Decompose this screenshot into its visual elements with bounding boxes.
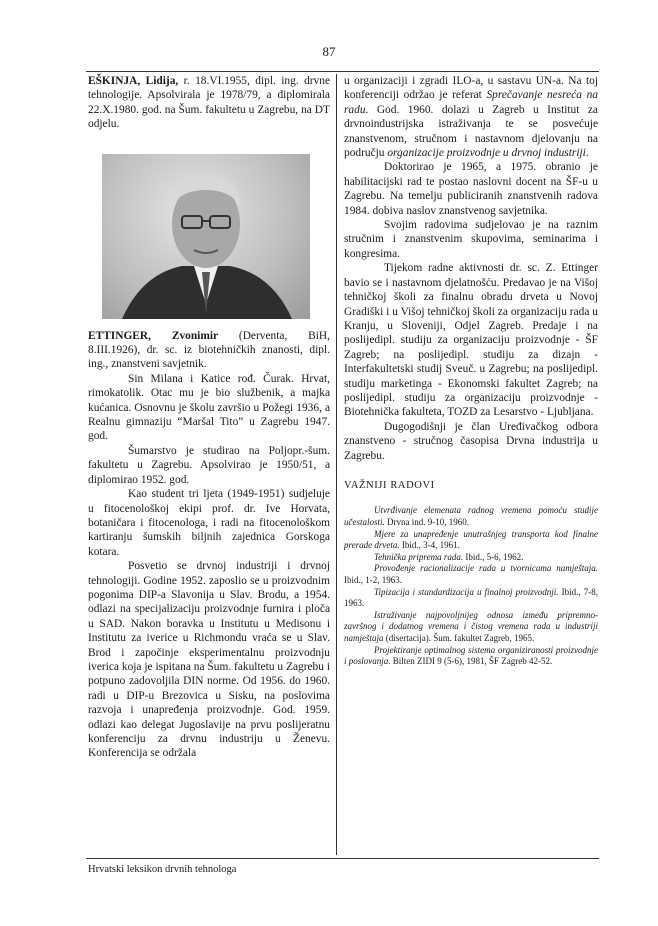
header-rule — [86, 71, 599, 72]
work-title: Tipizacija i standardizacija u finalnoj proizvodnji. — [374, 586, 559, 597]
paragraph: Posvetio se drvnoj industriji i drvnoj tehnologiji. Godine 1952. zaposlio se u proizvodnim pogonima DIP-a Slavonija u Slav. Brodu, a 1954. odlazi na specijalizaciju proizvodnje furnira i ploča u SAD. Nakon boravka u Institutu u Medisonu i Institutu za iverice u Richmondu vraća se u Slav. Brod i započinje eksperimentalnu proizvodnju iverica koja je ispitana na Šum. fakultetu u Zagrebu i potpuno zadovoljila DIN norme. Od 1956. do 1960. radi u DIP-u Brezovica u Sisku, na poslovima razvoja i unapređenja proizvodnje. God. 1959. odlazi kao delegat Jugoslavije na prvu poslijeratnu konferenciju za drvnu industriju u Ženevu. Konferencija se održala — [88, 560, 330, 760]
work-source: Ibid., 7-8, 1963. — [344, 586, 598, 609]
text-run: . — [585, 147, 589, 160]
paragraph: Sin Milana i Katice rođ. Čurak. Hrvat, rimokatolik. Otac mu je bio službenik, a majka kućanica. Osnovnu je školu završio u Požegi 1936, a Realnu gimnaziju “Maršal Tito” u Zagrebu 1947. god. — [88, 372, 330, 443]
paragraph: Doktorirao je 1965, a 1975. obranio je habilitacijski rad te postao naslovni docent na ŠF-u u Zagrebu. Na temelju publiciranih znanstvenih radova 1984. dobiva naslov znanstvenog savjetnika. — [344, 161, 598, 217]
work-title: Projektiranje optimalnog sistema organiziranosti proizvodnje i poslovanja. — [344, 644, 598, 667]
works-list — [344, 505, 598, 667]
entry-eskinja-name: EŠKINJA, Lidija, — [88, 75, 179, 87]
paragraph: Šumarstvo je studirao na Poljopr.-šum. fakultetu u Zagrebu. Apsolvirao je 1950/51, a diplomirao 1952. god. — [88, 444, 330, 486]
work-item — [344, 645, 598, 668]
work-item — [344, 529, 598, 552]
page-number: 87 — [322, 44, 336, 59]
work-item — [344, 505, 598, 528]
entry-eskinja — [88, 74, 330, 132]
entry-ettinger-name: ETTINGER, Zvonimir — [88, 329, 219, 342]
work-title: Provođenje racionalizacije rada u tvornicama namještaja. — [374, 563, 598, 574]
work-item — [344, 587, 598, 610]
text-run: . God. 1960. dolazi u Zagreb u Institut za drvnoindustrijska istraživanja te se posvećuje znanstvenom, stručnom i nastavnom djelovanju na području — [344, 103, 598, 160]
paragraph: Dugogodišnji je član Uređivačkog odbora znanstveno - stručnog časopisa Drvna industrija u Zagrebu. — [344, 420, 598, 462]
entry-eskinja-text: r. 18.VI.1955, dipl. ing. drvne tehnologije. Apsolvirala je 1978/79, a diplomirala 22.X.1980. god. na Šum. fakultetu u Zagrebu, na DT odjelu. — [88, 75, 331, 131]
field-title: organizacije proizvodnje u drvnoj industriji — [387, 147, 586, 160]
work-source: (disertacija). Šum. fakultet Zagreb, 1965. — [383, 632, 535, 643]
paragraph: Tijekom radne aktivnosti dr. sc. Z. Ettinger bavio se i nastavnom djelatnošću. Predavao je na Višoj tehničkoj školi za finalnu obradu drveta u Novoj Gradiški i u Višoj tehničkoj školi za organizaciju rada u Kranju, u Sloveniji, Odjel Zagreb. Predaje i na poslijedipl. studiju za organizaciju proizvodnje - ŠF Zagreb; na poslijedipl. studiju za dizajn - Interfakultetski studij Sveuč. u Zagrebu; na poslijedipl. studiju marketinga - Ekonomski fakultet Zagreb; na poslijedipl. studiju za organizaciju proizvodnje - Biotehnička fakulteta, TOZD za Lesarstvo - Ljubljana. — [344, 262, 598, 419]
work-title: Mjere za unapređenje unutrašnjeg transporta kod finalne prerade drveta. — [344, 528, 598, 551]
left-column — [88, 74, 330, 761]
paragraph: Svojim radovima sudjelovao je na raznim stručnim i znanstvenim skupovima, seminarima i kongresima. — [344, 219, 598, 260]
paper-title: Sprečavanje nesreća na radu — [344, 89, 598, 116]
paragraph: Kao student tri ljeta (1949-1951) sudjeluje u fitocenološkoj ekipi prof. dr. Ive Horvata, botaničara i fitocenologa, i radi na fitocenološkom kartiranju šumskih biljnih zajednica Gorskoga kotara. — [88, 488, 330, 558]
right-column — [344, 74, 598, 668]
work-title: Utvrđivanje elemenata radnog vremena pomoću studije učestalosti. — [344, 505, 598, 527]
work-source: Ibid., 3-4, 1961. — [399, 540, 460, 551]
work-source: Ibid., 5-6, 1962. — [463, 551, 524, 562]
work-item — [344, 610, 598, 645]
work-source: Drvna ind. 9-10, 1960. — [384, 516, 469, 527]
work-source: Bilten ZIDI 9 (5-6), 1981, ŠF Zagreb 42-52. — [390, 656, 553, 667]
entry-ettinger-intro: (Derventa, BiH, 8.III.1926), dr. sc. iz biotehničkih znanosti, dipl. ing., znanstveni savjetnik. — [88, 329, 330, 371]
text-run: u organizaciji i zgradi ILO-a, u sastavu UN-a. Na toj konferenciji održao je referat — [344, 75, 598, 102]
work-title: Istraživanje najpovoljnijeg odnosa između pripremno-završnog i dodatnog vremena i čistog vremena rada u industriji namještaja — [344, 609, 598, 643]
portrait-photo — [102, 154, 310, 319]
paragraph-continuation — [344, 74, 598, 160]
footer-rule — [86, 858, 599, 859]
works-section-title: VAŽNIJI RADOVI — [344, 479, 435, 491]
work-item — [344, 563, 598, 586]
work-title: Tehnička priprema rada. — [374, 551, 464, 562]
entry-ettinger — [88, 329, 330, 372]
footer-title: Hrvatski leksikon drvnih tehnologa — [88, 864, 237, 875]
column-divider — [336, 74, 337, 855]
work-item — [344, 552, 598, 564]
work-source: Ibid., 1-2, 1963. — [344, 574, 402, 585]
